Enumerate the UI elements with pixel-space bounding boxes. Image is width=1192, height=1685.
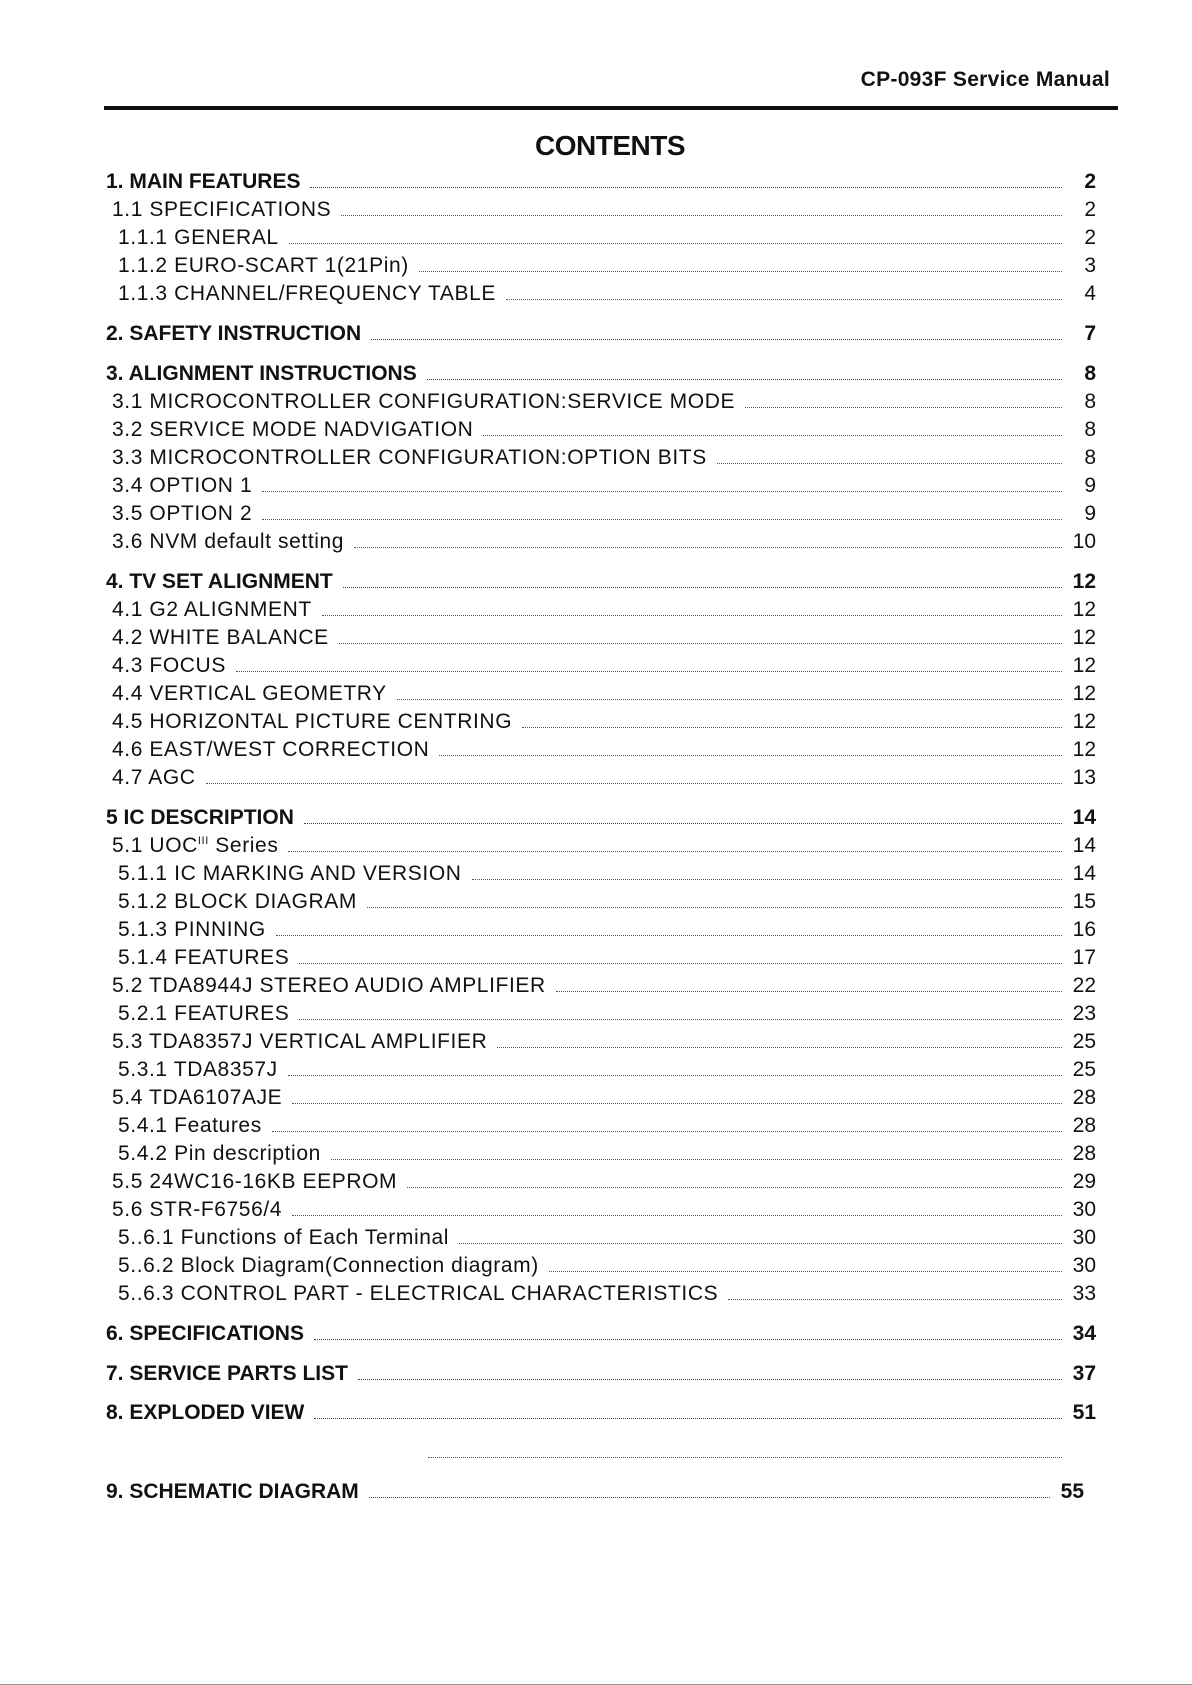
toc-entry[interactable]: [118, 942, 1096, 970]
toc-entry[interactable]: [106, 1476, 1084, 1504]
toc-dot-leader: [358, 1379, 1062, 1380]
toc-entry-title: 5..6.1 Functions of Each Terminal: [118, 1226, 450, 1249]
toc-entry[interactable]: [112, 706, 1096, 734]
toc-entry[interactable]: [106, 566, 1096, 594]
toc-dot-leader: [549, 1271, 1062, 1272]
toc-entry-title: 5.2.1 FEATURES: [118, 1002, 290, 1025]
toc-entry[interactable]: [118, 858, 1096, 886]
toc-entry[interactable]: [112, 1166, 1096, 1194]
toc-entry-label: [112, 1198, 282, 1222]
toc-entry[interactable]: [112, 650, 1096, 678]
toc-entry-page: 12: [1072, 626, 1096, 649]
toc-entry-label: [112, 834, 278, 858]
toc-dot-leader: [206, 783, 1062, 784]
toc-dot-leader: [472, 879, 1062, 880]
toc-entry[interactable]: [112, 194, 1096, 222]
toc-entry[interactable]: [118, 1278, 1096, 1306]
toc-entry-page: 28: [1072, 1114, 1096, 1137]
toc-entry[interactable]: [112, 1082, 1096, 1110]
toc-entry[interactable]: [112, 498, 1096, 526]
header-rule: [104, 106, 1118, 110]
toc-entry[interactable]: [112, 442, 1096, 470]
toc-entry-page: 8: [1084, 362, 1096, 385]
toc-entry[interactable]: [106, 318, 1096, 346]
toc-entry[interactable]: [112, 594, 1096, 622]
toc-entry-page: 12: [1072, 682, 1096, 705]
toc-entry-title: 4.5 HORIZONTAL PICTURE CENTRING: [112, 710, 513, 733]
toc-entry[interactable]: [118, 278, 1096, 306]
toc-entry-title: 5.3.1 TDA8357J: [118, 1058, 278, 1081]
toc-entry-label: [106, 1480, 359, 1504]
toc-dot-leader: [292, 1215, 1062, 1216]
toc-entry-page: 7: [1084, 322, 1096, 345]
toc-dot-leader: [497, 1047, 1062, 1048]
toc-dot-leader: [745, 407, 1062, 408]
stray-dot-leader: [428, 1457, 1062, 1458]
toc-entry[interactable]: [112, 1194, 1096, 1222]
toc-entry-title: 3.5 OPTION 2: [112, 502, 253, 525]
toc-entry-page: 2: [1084, 198, 1096, 221]
toc-entry-label: [118, 1282, 718, 1306]
toc-dot-leader: [407, 1187, 1062, 1188]
toc-entry[interactable]: [118, 1138, 1096, 1166]
toc-entry-title: 9. SCHEMATIC DIAGRAM: [106, 1480, 359, 1503]
toc-dot-leader: [322, 615, 1062, 616]
toc-entry-label: [118, 1002, 289, 1026]
toc-entry-title: 3.1 MICROCONTROLLER CONFIGURATION:SERVICE MODE: [112, 390, 736, 413]
toc-entry[interactable]: [106, 1397, 1096, 1425]
toc-entry-label: [112, 502, 252, 526]
toc-entry[interactable]: [118, 250, 1096, 278]
toc-entry-label: [112, 766, 196, 790]
toc-dot-leader: [276, 935, 1062, 936]
toc-dot-leader: [371, 339, 1062, 340]
toc-entry[interactable]: [112, 414, 1096, 442]
toc-entry[interactable]: [118, 1110, 1096, 1138]
toc-entry-label: [112, 738, 429, 762]
toc-entry-label: [112, 682, 387, 706]
toc-dot-leader: [522, 727, 1062, 728]
toc-dot-leader: [299, 1019, 1062, 1020]
toc-entry-title: 2. SAFETY INSTRUCTION: [106, 322, 362, 345]
toc-entry-page: 4: [1084, 282, 1096, 305]
toc-entry-page: 25: [1072, 1058, 1096, 1081]
contents-title: CONTENTS: [535, 130, 685, 161]
toc-entry-page: 9: [1084, 474, 1096, 497]
toc-entry-title: 5 IC DESCRIPTION: [106, 806, 294, 829]
toc-dot-leader: [459, 1243, 1062, 1244]
toc-entry[interactable]: [112, 734, 1096, 762]
toc-entry-page: 55: [1060, 1480, 1084, 1503]
toc-entry-page: 28: [1072, 1142, 1096, 1165]
toc-entry-page: 9: [1084, 502, 1096, 525]
toc-entry[interactable]: [112, 830, 1096, 858]
toc-entry-title: 4.4 VERTICAL GEOMETRY: [112, 682, 387, 705]
toc-entry-page: 17: [1072, 946, 1096, 969]
toc-entry-label: [112, 418, 473, 442]
toc-entry[interactable]: [106, 1358, 1096, 1386]
toc-entry-page: 12: [1072, 598, 1096, 621]
toc-entry-title: 6. SPECIFICATIONS: [106, 1322, 304, 1345]
toc-entry-label: [112, 1030, 487, 1054]
toc-entry[interactable]: [106, 1318, 1096, 1346]
toc-dot-leader: [314, 1418, 1062, 1419]
toc-entry-superscript: III: [197, 835, 209, 847]
toc-dot-leader: [339, 643, 1062, 644]
toc-entry-title: 5.1.3 PINNING: [118, 918, 266, 941]
toc-dot-leader: [728, 1299, 1062, 1300]
toc-entry-page: 8: [1084, 390, 1096, 413]
toc-entry-title: 3.2 SERVICE MODE NADVIGATION: [112, 418, 474, 441]
toc-entry-label: [118, 1142, 321, 1166]
toc-entry-label: [112, 654, 226, 678]
toc-entry-page: 14: [1072, 834, 1096, 857]
toc-entry-label: [112, 1170, 397, 1194]
toc-dot-leader: [310, 187, 1062, 188]
toc-entry-label: [118, 1254, 539, 1278]
toc-entry-page: 10: [1072, 530, 1096, 553]
toc-dot-leader: [506, 299, 1062, 300]
toc-entry-page: 12: [1072, 570, 1096, 593]
toc-dot-leader: [556, 991, 1062, 992]
toc-entry-title: 5.1 UOC: [112, 834, 198, 857]
toc-entry[interactable]: [106, 166, 1096, 194]
toc-entry-page: 16: [1072, 918, 1096, 941]
toc-entry[interactable]: [112, 526, 1096, 554]
toc-entry[interactable]: [118, 914, 1096, 942]
toc-entry[interactable]: [118, 1222, 1096, 1250]
toc-entry-label: [106, 322, 361, 346]
toc-entry-label: [118, 226, 279, 250]
toc-entry-page: 3: [1084, 254, 1096, 277]
toc-entry-label: [118, 282, 496, 306]
toc-dot-leader: [367, 907, 1062, 908]
toc-entry-label: [112, 530, 344, 554]
toc-entry-title: 5.1.4 FEATURES: [118, 946, 290, 969]
toc-entry[interactable]: [118, 1250, 1096, 1278]
toc-entry-page: 14: [1072, 806, 1096, 829]
toc-entry-page: 51: [1072, 1401, 1096, 1424]
toc-entry-title: 4. TV SET ALIGNMENT: [106, 570, 333, 593]
toc-entry-label: [106, 570, 333, 594]
toc-entry-page: 13: [1072, 766, 1096, 789]
toc-entry-label: [112, 474, 252, 498]
toc-entry-label: [112, 446, 707, 470]
toc-dot-leader: [343, 587, 1062, 588]
toc-entry[interactable]: [112, 762, 1096, 790]
toc-entry-label: [118, 946, 289, 970]
toc-entry[interactable]: [118, 998, 1096, 1026]
toc-entry-title: 4.6 EAST/WEST CORRECTION: [112, 738, 430, 761]
toc-entry[interactable]: [112, 470, 1096, 498]
toc-entry-title: 5.4.1 Features: [118, 1114, 262, 1137]
toc-dot-leader: [331, 1159, 1062, 1160]
toc-entry-label: [118, 890, 357, 914]
toc-entry[interactable]: [118, 222, 1096, 250]
toc-entry-title: 3. ALIGNMENT INSTRUCTIONS: [106, 362, 417, 385]
toc-entry[interactable]: [112, 970, 1096, 998]
toc-entry-page: 30: [1072, 1226, 1096, 1249]
toc-entry-label: [118, 1058, 278, 1082]
toc-entry-page: 29: [1072, 1170, 1096, 1193]
toc-entry-title: 4.2 WHITE BALANCE: [112, 626, 329, 649]
toc-entry-title: 4.3 FOCUS: [112, 654, 226, 677]
toc-entry-label: [112, 1086, 282, 1110]
toc-dot-leader: [341, 215, 1062, 216]
toc-entry-label: [106, 362, 417, 386]
toc-entry[interactable]: [118, 1054, 1096, 1082]
toc-dot-leader: [354, 547, 1062, 548]
toc-entry-page: 12: [1072, 738, 1096, 761]
toc-entry-page: 8: [1084, 446, 1096, 469]
toc-entry-label: [106, 806, 294, 830]
toc-dot-leader: [262, 519, 1062, 520]
toc-entry-title: 4.7 AGC: [112, 766, 196, 789]
toc-entry-title: 5.3 TDA8357J VERTICAL AMPLIFIER: [112, 1030, 488, 1053]
toc-entry-suffix: Series: [208, 834, 279, 857]
toc-entry-label: [106, 1401, 304, 1425]
toc-dot-leader: [262, 491, 1062, 492]
toc-dot-leader: [419, 271, 1062, 272]
toc-entry-page: 30: [1072, 1254, 1096, 1277]
toc-entry-title: 1.1.2 EURO-SCART 1(21Pin): [118, 254, 409, 277]
toc-entry-label: [118, 1226, 449, 1250]
toc-entry-page: 25: [1072, 1030, 1096, 1053]
toc-entry[interactable]: [118, 886, 1096, 914]
toc-entry-title: 3.3 MICROCONTROLLER CONFIGURATION:OPTION BITS: [112, 446, 707, 469]
toc-entry-label: [112, 710, 512, 734]
toc-entry-title: 1. MAIN FEATURES: [106, 170, 301, 193]
toc-entry-title: 3.4 OPTION 1: [112, 474, 253, 497]
toc-dot-leader: [236, 671, 1062, 672]
toc-entry-page: 37: [1072, 1362, 1096, 1385]
toc-entry-label: [118, 918, 266, 942]
toc-dot-leader: [369, 1497, 1050, 1498]
toc-entry-title: 1.1.1 GENERAL: [118, 226, 279, 249]
toc-entry-page: 23: [1072, 1002, 1096, 1025]
toc-entry-page: 12: [1072, 710, 1096, 733]
toc-entry-page: 8: [1084, 418, 1096, 441]
toc-dot-leader: [439, 755, 1062, 756]
toc-entry-title: 1.1 SPECIFICATIONS: [112, 198, 332, 221]
toc-entry-label: [112, 974, 546, 998]
toc-entry-label: [118, 1114, 262, 1138]
toc-entry-page: 15: [1072, 890, 1096, 913]
toc-dot-leader: [483, 435, 1062, 436]
toc-dot-leader: [289, 243, 1062, 244]
toc-entry[interactable]: [106, 358, 1096, 386]
toc-entry-title: 1.1.3 CHANNEL/FREQUENCY TABLE: [118, 282, 497, 305]
toc-dot-leader: [427, 379, 1062, 380]
toc-dot-leader: [304, 823, 1062, 824]
toc-entry-page: 2: [1084, 226, 1096, 249]
toc-entry-page: 22: [1072, 974, 1096, 997]
toc-entry-title: 5..6.2 Block Diagram(Connection diagram): [118, 1254, 539, 1277]
toc-entry[interactable]: [112, 622, 1096, 650]
toc-entry-page: 14: [1072, 862, 1096, 885]
toc-entry-title: 7. SERVICE PARTS LIST: [106, 1362, 348, 1385]
toc-entry-title: 5.4.2 Pin description: [118, 1142, 321, 1165]
toc-entry-label: [106, 1322, 304, 1346]
toc-entry-label: [112, 598, 312, 622]
toc-entry-title: 5.5 24WC16-16KB EEPROM: [112, 1170, 398, 1193]
toc-entry-title: 5.2 TDA8944J STEREO AUDIO AMPLIFIER: [112, 974, 546, 997]
toc-dot-leader: [314, 1339, 1062, 1340]
toc-dot-leader: [272, 1131, 1062, 1132]
toc-entry-title: 5.1.2 BLOCK DIAGRAM: [118, 890, 357, 913]
toc-entry-page: 12: [1072, 654, 1096, 677]
toc-entry[interactable]: [112, 386, 1096, 414]
toc-dot-leader: [717, 463, 1062, 464]
toc-entry-title: 5.6 STR-F6756/4: [112, 1198, 283, 1221]
toc-entry[interactable]: [106, 802, 1096, 830]
toc-entry-page: 33: [1072, 1282, 1096, 1305]
toc-entry-label: [106, 1362, 348, 1386]
toc-entry-page: 30: [1072, 1198, 1096, 1221]
toc-dot-leader: [288, 1075, 1062, 1076]
toc-entry-label: [112, 390, 735, 414]
toc-entry-label: [118, 862, 462, 886]
toc-entry-page: 34: [1072, 1322, 1096, 1345]
toc-entry-title: 4.1 G2 ALIGNMENT: [112, 598, 312, 621]
toc-entry-page: 28: [1072, 1086, 1096, 1109]
toc-entry-title: 5.4 TDA6107AJE: [112, 1086, 283, 1109]
toc-entry-title: 5.1.1 IC MARKING AND VERSION: [118, 862, 462, 885]
toc-dot-leader: [292, 1103, 1062, 1104]
toc-entry[interactable]: [112, 1026, 1096, 1054]
toc-dot-leader: [288, 851, 1062, 852]
toc-entry-label: [112, 626, 329, 650]
toc-dot-leader: [299, 963, 1062, 964]
toc-entry-title: 5..6.3 CONTROL PART - ELECTRICAL CHARACTERISTICS: [118, 1282, 719, 1305]
toc-entry-label: [106, 170, 300, 194]
toc-entry-title: 8. EXPLODED VIEW: [106, 1401, 305, 1424]
toc-entry[interactable]: [112, 678, 1096, 706]
toc-entry-title: 3.6 NVM default setting: [112, 530, 345, 553]
toc-entry-label: [112, 198, 331, 222]
toc-entry-label: [118, 254, 409, 278]
toc-dot-leader: [397, 699, 1062, 700]
toc-entry-page: 2: [1084, 170, 1096, 193]
header-title: CP-093F Service Manual: [860, 68, 1110, 91]
